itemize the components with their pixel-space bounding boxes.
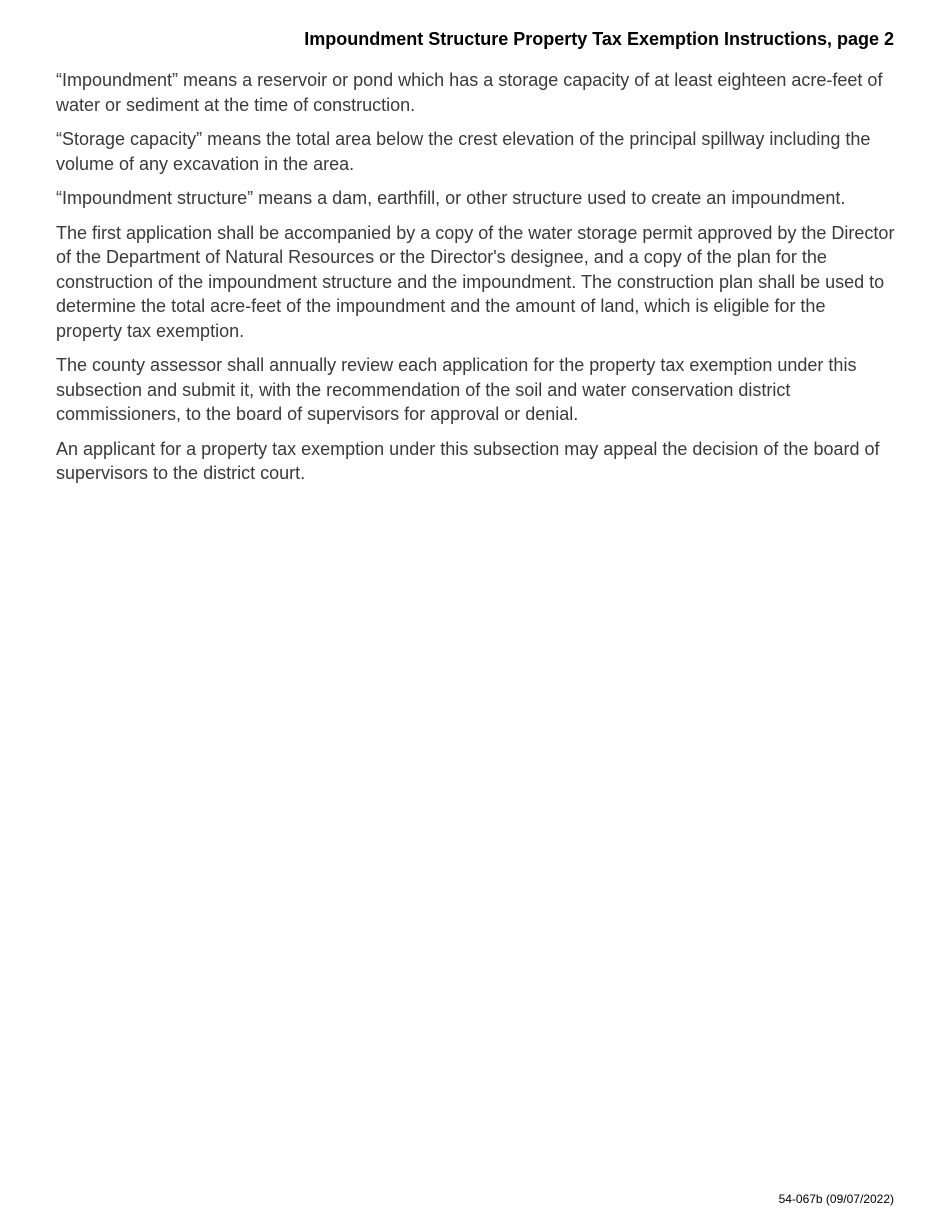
- paragraph-first-application: The first application shall be accompanied by a copy of the water storage permit approved by the Director of the Department of Natural Resources or the Director's designee, and a copy of the plan for the construction of the impoundment structure and the impoundment. The construction plan shall be used to determine the total acre-feet of the impoundment and the amount of land, which is eligible for the property tax exemption.: [56, 222, 895, 341]
- definition-impoundment-structure: “Impoundment structure” means a dam, earthfill, or other structure used to create an impoundment.: [56, 188, 846, 208]
- paragraph-appeal: An applicant for a property tax exemption under this subsection may appeal the decision of the board of supervisors to the district court.: [56, 438, 880, 483]
- form-number: 54-067b (09/07/2022): [778, 1192, 894, 1206]
- definition-impoundment: “Impoundment” means a reservoir or pond which has a storage capacity of at least eighteen acre-feet of water or sediment at the time of construction.: [56, 70, 883, 115]
- page-title: Impoundment Structure Property Tax Exemption Instructions, page 2: [304, 29, 894, 49]
- definition-storage-capacity: “Storage capacity” means the total area below the crest elevation of the principal spillway including the volume of any excavation in the area.: [56, 129, 871, 174]
- paragraph-county-assessor-review: The county assessor shall annually review each application for the property tax exemption under this subsection and submit it, with the recommendation of the soil and water conservation district commissioners, to the board of supervisors for approval or denial.: [56, 355, 857, 424]
- instructions-body: [56, 68, 896, 496]
